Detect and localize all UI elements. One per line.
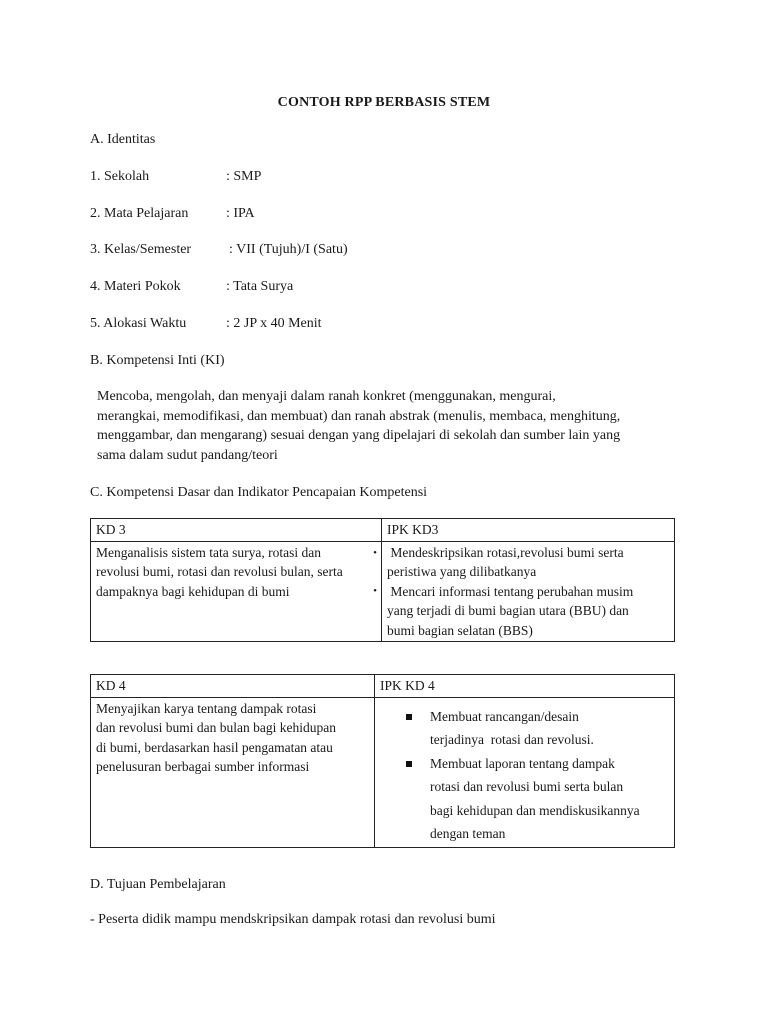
ipk-kd4-line: terjadinya rotasi dan revolusi. [430,732,594,747]
table-row [91,697,675,847]
ipk-kd3-line: Mencari informasi tentang perubahan musim [387,583,634,599]
tujuan-line: - Peserta didik mampu mendskripsikan dampak rotasi dan revolusi bumi [90,912,496,927]
bullet-marker: • [373,546,377,559]
identity-label-sekolah: 1. Sekolah [90,169,150,184]
ki-line: menggambar, dan mengarang) sesuai dengan yang dipelajari di sekolah dan sumber lain yang [97,428,621,443]
section-c-heading: C. Kompetensi Dasar dan Indikator Pencapaian Kompetensi [90,485,428,500]
kd3-line: dampaknya bagi kehidupan di bumi [96,583,290,599]
identity-label-materi: 4. Materi Pokok [90,279,181,294]
ipk-kd3-line: bumi bagian selatan (BBS) [387,622,533,638]
table-header-row [91,519,675,542]
section-a-heading: A. Identitas [90,132,156,147]
ki-line: Mencoba, mengolah, dan menyaji dalam ranah konkret (menggunakan, mengurai, [97,389,556,404]
table-header-row [91,675,675,698]
ipk-kd4-line: dengan teman [430,826,506,841]
ipk-kd3-line: Mendeskripsikan rotasi,revolusi bumi serta [387,544,624,560]
ipk-kd4-line: Membuat rancangan/desain [430,708,579,724]
document-title: CONTOH RPP BERBASIS STEM [277,95,491,110]
kd4-table [90,674,675,848]
kd4-line: di bumi, berdasarkan hasil pengamatan atau [96,739,333,755]
kd3-line: Menganalisis sistem tata surya, rotasi dan [96,544,321,560]
ipk-kd3-header: IPK KD3 [382,519,675,542]
ipk-kd4-line: bagi kehidupan dan mendiskusikannya [430,802,640,818]
kd4-line: dan revolusi bumi dan bulan bagi kehidupan [96,720,336,735]
ipk-kd4-header: IPK KD 4 [375,675,675,698]
kd4-description [91,697,375,847]
kd4-line: Menyajikan karya tentang dampak rotasi [96,700,317,716]
bullet-marker: • [373,584,377,597]
identity-value-sekolah: : SMP [226,169,262,184]
identity-label-kelas: 3. Kelas/Semester [90,242,192,257]
square-bullet-icon [406,761,412,767]
identity-value-alokasi: : 2 JP x 40 Menit [226,316,322,331]
identity-label-mapel: 2. Mata Pelajaran [90,206,189,221]
identity-value-kelas: : VII (Tujuh)/I (Satu) [229,242,348,257]
kd4-line: penelusuran berbagai sumber informasi [96,759,310,774]
ipk-kd4-line: rotasi dan revolusi bumi serta bulan [430,779,624,794]
kd3-table [90,518,675,642]
identity-label-alokasi: 5. Alokasi Waktu [90,316,187,331]
ki-line: merangkai, memodifikasi, dan membuat) dan ranah abstrak (menulis, membaca, menghitung, [97,408,621,424]
list-item [404,705,669,752]
ipk-kd3-line: yang terjadi di bumi bagian utara (BBU) dan [387,603,629,618]
ki-line: sama dalam sudut pandang/teori [97,447,278,463]
identity-value-mapel: : IPA [226,206,255,221]
ipk-kd4-line: Membuat laporan tentang dampak [430,755,615,771]
kd3-description [91,541,382,642]
ki-paragraph [97,387,677,465]
kd3-line: revolusi bumi, rotasi dan revolusi bulan, serta [96,564,343,579]
kd3-header: KD 3 [91,519,382,542]
square-bullet-icon [406,714,412,720]
ipk-kd4-list [375,697,675,847]
identity-value-materi: : Tata Surya [226,279,294,294]
ipk-kd3-list [382,541,675,642]
kd4-header: KD 4 [91,675,375,698]
ipk-kd3-line: peristiwa yang dilibatkanya [387,564,537,579]
section-b-heading: B. Kompetensi Inti (KI) [90,353,225,368]
table-row [91,541,675,642]
section-d-heading: D. Tujuan Pembelajaran [90,877,226,892]
list-item [404,752,669,846]
